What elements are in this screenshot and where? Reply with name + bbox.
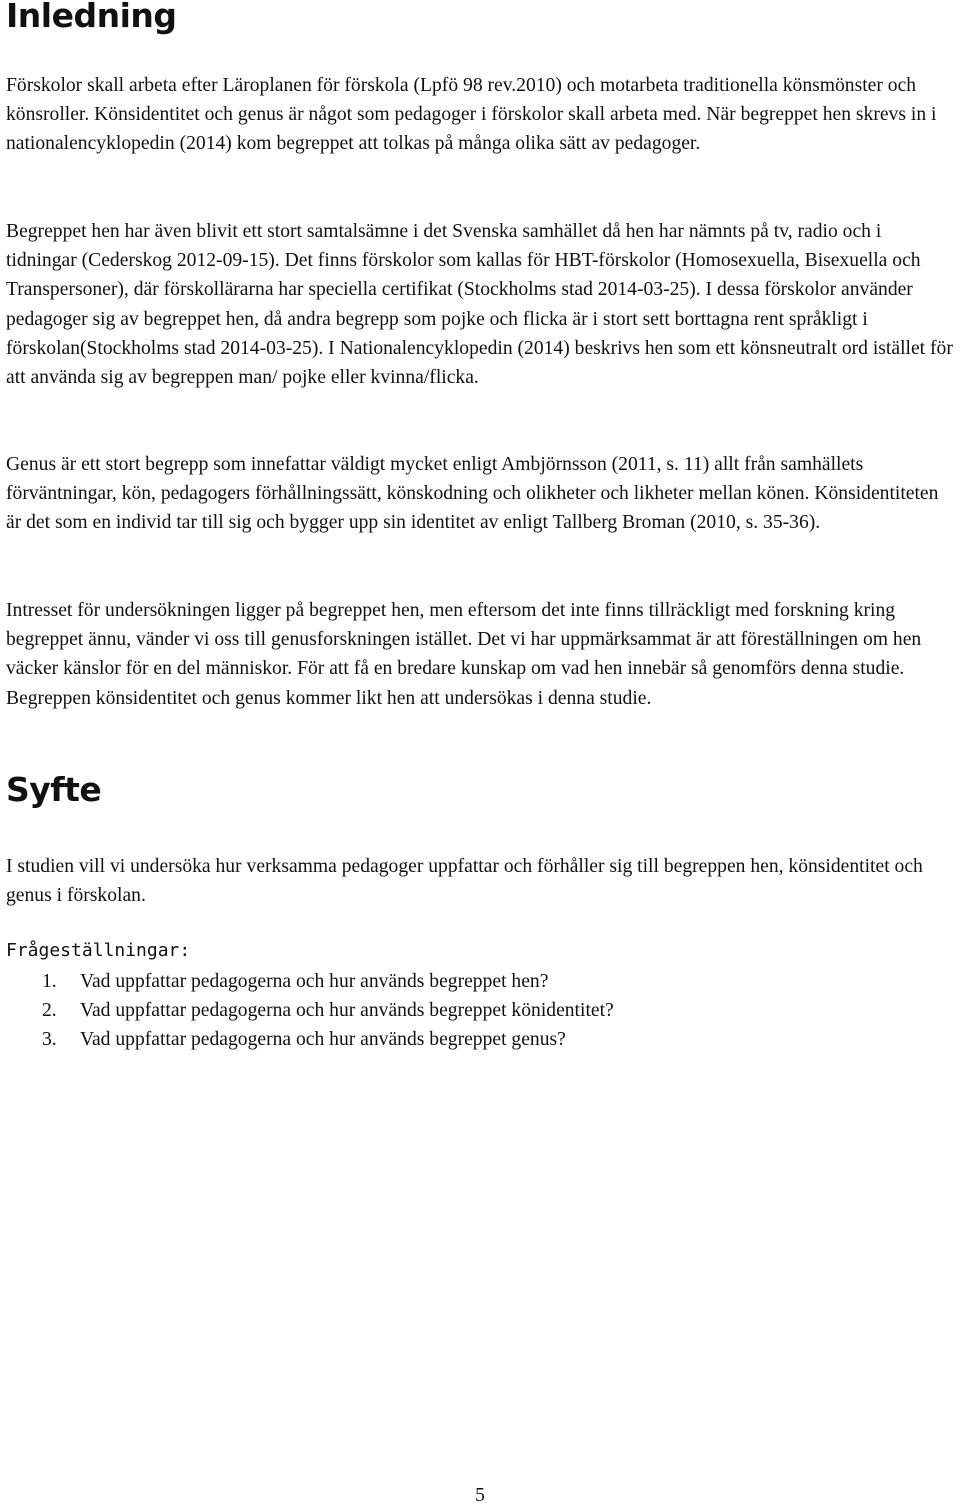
- list-item: [6, 996, 954, 1025]
- list-item-text: Vad uppfattar pedagogerna och hur används begreppet hen?: [80, 971, 549, 992]
- paragraph-purpose: I studien vill vi undersöka hur verksamma pedagoger uppfattar och förhåller sig till begreppen hen, könsidentitet och genus i förskolan.: [6, 856, 923, 907]
- paragraph-intro: Förskolor skall arbeta efter Läroplanen för förskola (Lpfö 98 rev.2010) och motarbeta traditionella könsmönster och könsroller. Könsidentitet och genus är något som pedagoger i förskolor skall arbeta med. När begreppet hen skrevs in i nationalencyklopedin (2014) kom begreppet att tolkas på många olika sätt av pedagoger.: [6, 75, 937, 155]
- list-item-text: Vad uppfattar pedagogerna och hur används begreppet könidentitet?: [80, 1000, 614, 1021]
- list-item-number: 3.: [42, 1029, 57, 1050]
- heading-inledning: Inledning: [6, 0, 177, 35]
- heading-syfte: Syfte: [6, 770, 102, 809]
- list-item-number: 2.: [42, 1000, 57, 1021]
- paragraph-interest: Intresset för undersökningen ligger på begreppet hen, men eftersom det inte finns tillräckligt med forskning kring begreppet ännu, vänder vi oss till genusforskningen istället. Det vi har uppmärksammat är att föreställningen om hen väcker känslor för en del människor. För att få en bredare kunskap om vad hen innebär så genomförs denna studie. Begreppen könsidentitet och genus kommer likt hen att undersökas i denna studie.: [6, 600, 922, 709]
- paragraph-genus: Genus är ett stort begrepp som innefattar väldigt mycket enligt Ambjörnsson (2011, s. 11) allt från samhällets förväntningar, kön, pedagogers förhållningssätt, könskodning och olikheter och likheter mellan könen. Könsidentiteten är det som en individ tar till sig och bygger upp sin identitet av enligt Tallberg Broman (2010, s. 35-36).: [6, 454, 939, 534]
- page-number: 5: [475, 1485, 485, 1506]
- list-item: [6, 967, 954, 996]
- list-item-text: Vad uppfattar pedagogerna och hur används begreppet genus?: [80, 1029, 566, 1050]
- list-item-number: 1.: [42, 971, 57, 992]
- questions-list: [6, 967, 954, 1054]
- questions-label: Frågeställningar:: [6, 940, 191, 961]
- paragraph-hen-debate: Begreppet hen har även blivit ett stort samtalsämne i det Svenska samhället då hen har nämnts på tv, radio och i tidningar (Cederskog 2012-09-15). Det finns förskolor som kallas för HBT-förskolor (Homosexuella, Bisexuella och Transpersoner), där förskollärarna har speciella certifikat (Stockholms stad 2014-03-25). I dessa förskolor använder pedagoger sig av begreppet hen, då andra begrepp som pojke och flicka är i stort sett borttagna rent språkligt i förskolan(Stockholms stad 2014-03-25). I Nationalencyklopedin (2014) beskrivs hen som ett könsneutralt ord istället för att använda sig av begreppen man/ pojke eller kvinna/flicka.: [6, 221, 953, 389]
- list-item: [6, 1025, 954, 1054]
